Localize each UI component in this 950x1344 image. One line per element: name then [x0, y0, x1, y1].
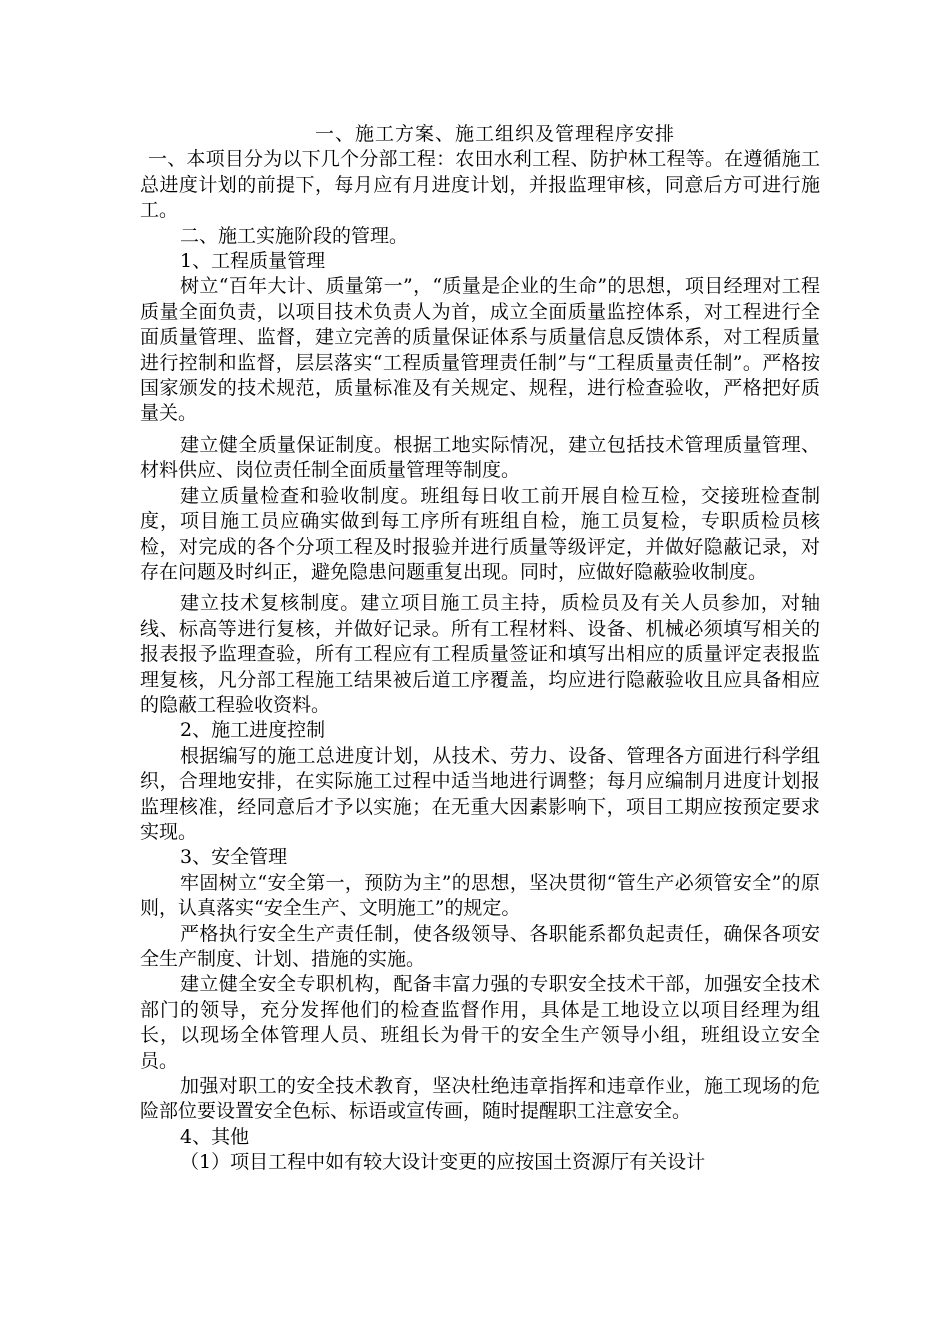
quality-paragraph-2: 建立健全质量保证制度。根据工地实际情况，建立包括技术管理质量管理、材料供应、岗位责任制全面质量管理等制度。 — [140, 433, 820, 482]
safety-paragraph-4: 加强对职工的安全技术教育，坚决杜绝违章指挥和违章作业，施工现场的危险部位要设置安全色标、标语或宣传画，随时提醒职工注意安全。 — [140, 1075, 820, 1123]
subsection-heading-quality: 1、工程质量管理 — [180, 250, 326, 273]
subsection-heading-safety: 3、安全管理 — [180, 846, 288, 869]
subsection-heading-schedule: 2、施工进度控制 — [180, 719, 326, 742]
safety-paragraph-2: 严格执行安全生产责任制，使各级领导、各职能系都负起责任，确保各项安全生产制度、计划、措施的实施。 — [140, 922, 820, 970]
other-paragraph-1: （1）项目工程中如有较大设计变更的应按国土资源厅有关设计 — [180, 1151, 706, 1174]
document-page — [140, 122, 820, 1176]
subsection-heading-other: 4、其他 — [180, 1125, 250, 1148]
quality-paragraph-4: 建立技术复核制度。建立项目施工员主持，质检员及有关人员参加，对轴线、标高等进行复核，并做好记录。所有工程材料、设备、机械必须填写相关的报表报予监理查验，所有工程应有工程质量签证和填写出相应的质量评定表报监理复核，凡分部工程施工结果被后道工序覆盖，均应进行隐蔽验收且应具备相应的隐蔽工程验收资料。 — [140, 592, 820, 716]
safety-paragraph-1: 牢固树立“安全第一，预防为主”的思想，坚决贯彻“管生产必须管安全”的原则，认真落实“安全生产、文明施工”的规定。 — [140, 871, 820, 920]
document-title: 一、施工方案、施工组织及管理程序安排 — [314, 123, 675, 145]
safety-paragraph-3: 建立健全安全专职机构，配备丰富力强的专职安全技术干部，加强安全技术部门的领导，充分发挥他们的检查监督作用，具体是工地设立以项目经理为组长，以现场全体管理人员、班组长为骨干的安全生产领导小组，班组设立安全员。 — [140, 973, 820, 1072]
section-heading-implementation: 二、施工实施阶段的管理。 — [180, 224, 409, 247]
intro-paragraph: 一、本项目分为以下几个分部工程：农田水利工程、防护林工程等。在遵循施工总进度计划的前提下，每月应有月进度计划，并报监理审核，同意后方可进行施工。 — [140, 148, 820, 222]
quality-paragraph-3: 建立质量检查和验收制度。班组每日收工前开展自检互检，交接班检查制度，项目施工员应确实做到每工序所有班组自检，施工员复检，专职质检员核检，对完成的各个分项工程及时报验并进行质量等级评定，并做好隐蔽记录，对存在问题及时纠正，避免隐患问题重复出现。同时，应做好隐蔽验收制度。 — [140, 484, 820, 583]
quality-paragraph-1: 树立“百年大计、质量第一”，“质量是企业的生命”的思想，项目经理对工程质量全面负责，以项目技术负责人为首，成立全面质量监控体系，对工程进行全面质量管理、监督，建立完善的质量保证体系与质量信息反馈体系，对工程质量进行控制和监督，层层落实“工程质量管理责任制”与“工程质量责任制”。严格按国家颁发的技术规范，质量标准及有关规定、规程，进行检查验收，严格把好质量关。 — [140, 275, 820, 425]
schedule-paragraph-1: 根据编写的施工总进度计划，从技术、劳力、设备、管理各方面进行科学组织，合理地安排，在实际施工过程中适当地进行调整；每月应编制月进度计划报监理核准，经同意后才予以实施；在无重大因素影响下，项目工期应按预定要求实现。 — [140, 744, 820, 843]
